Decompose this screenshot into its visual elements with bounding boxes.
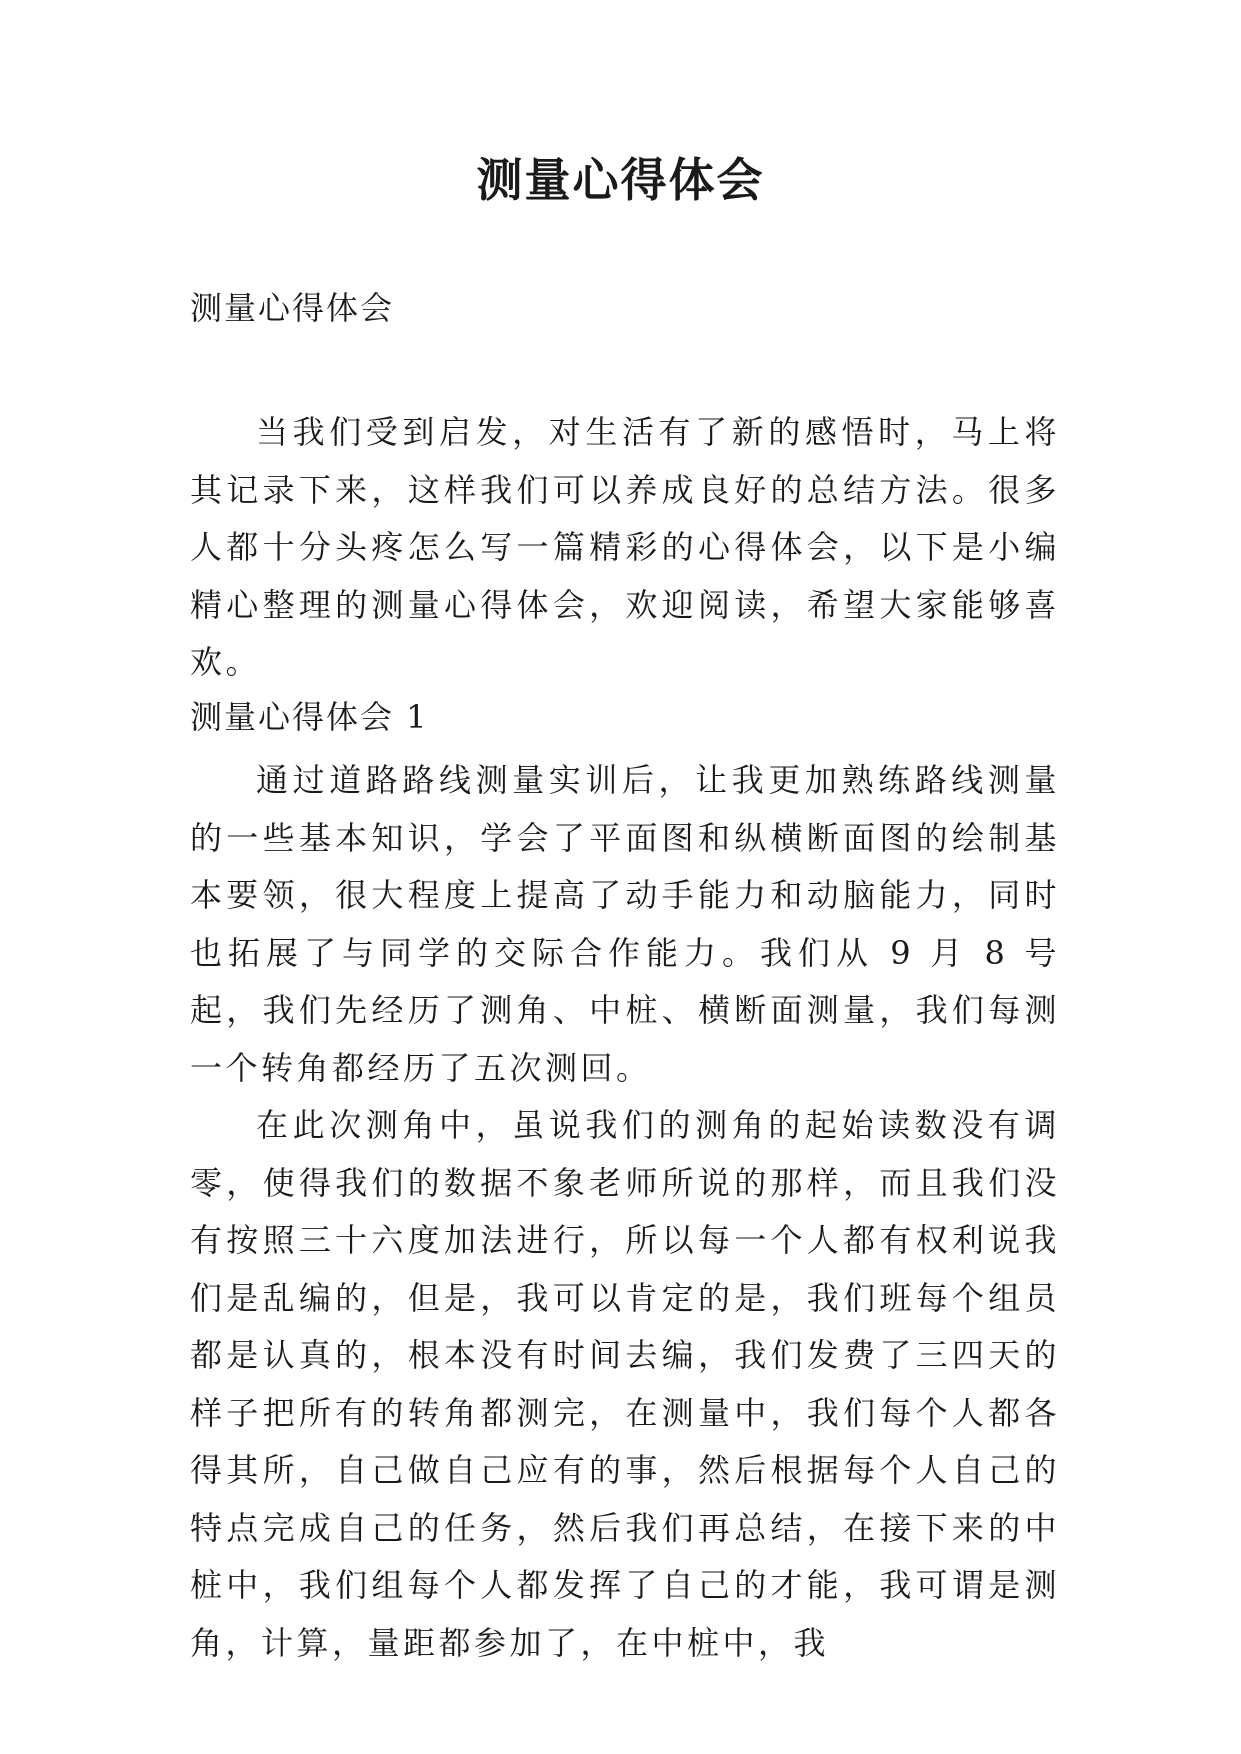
section-body (190, 752, 1060, 1672)
body-paragraph-1: 通过道路路线测量实训后，让我更加熟练路线测量的一些基本知识，学会了平面图和纵横断面图的绘制基本要领，很大程度上提高了动手能力和动脑能力，同时也拓展了与同学的交际合作能力。我们从 9 月 8 号起，我们先经历了测角、中桩、横断面测量，我们每测一个转角都经历了五次测回。 (190, 761, 1060, 1087)
document-subtitle: 测量心得体会 (190, 289, 395, 327)
intro-text-block (190, 404, 1060, 692)
section-heading: 测量心得体会 1 (190, 698, 429, 736)
intro-paragraph: 当我们受到启发，对生活有了新的感悟时，马上将其记录下来，这样我们可以养成良好的总结方法。很多人都十分头疼怎么写一篇精彩的心得体会，以下是小编精心整理的测量心得体会，欢迎阅读，希望大家能够喜欢。 (190, 413, 1060, 681)
body-paragraph-2: 在此次测角中，虽说我们的测角的起始读数没有调零，使得我们的数据不象老师所说的那样，而且我们没有按照三十六度加法进行，所以每一个人都有权利说我们是乱编的，但是，我可以肯定的是，我们班每个组员都是认真的，根本没有时间去编，我们发费了三四天的样子把所有的转角都测完，在测量中，我们每个人都各得其所，自己做自己应有的事，然后根据每个人自己的特点完成自己的任务，然后我们再总结，在接下来的中桩中，我们组每个人都发挥了自己的才能，我可谓是测角，计算，量距都参加了，在中桩中，我 (190, 1106, 1060, 1662)
document-title: 测量心得体会 (476, 153, 765, 207)
